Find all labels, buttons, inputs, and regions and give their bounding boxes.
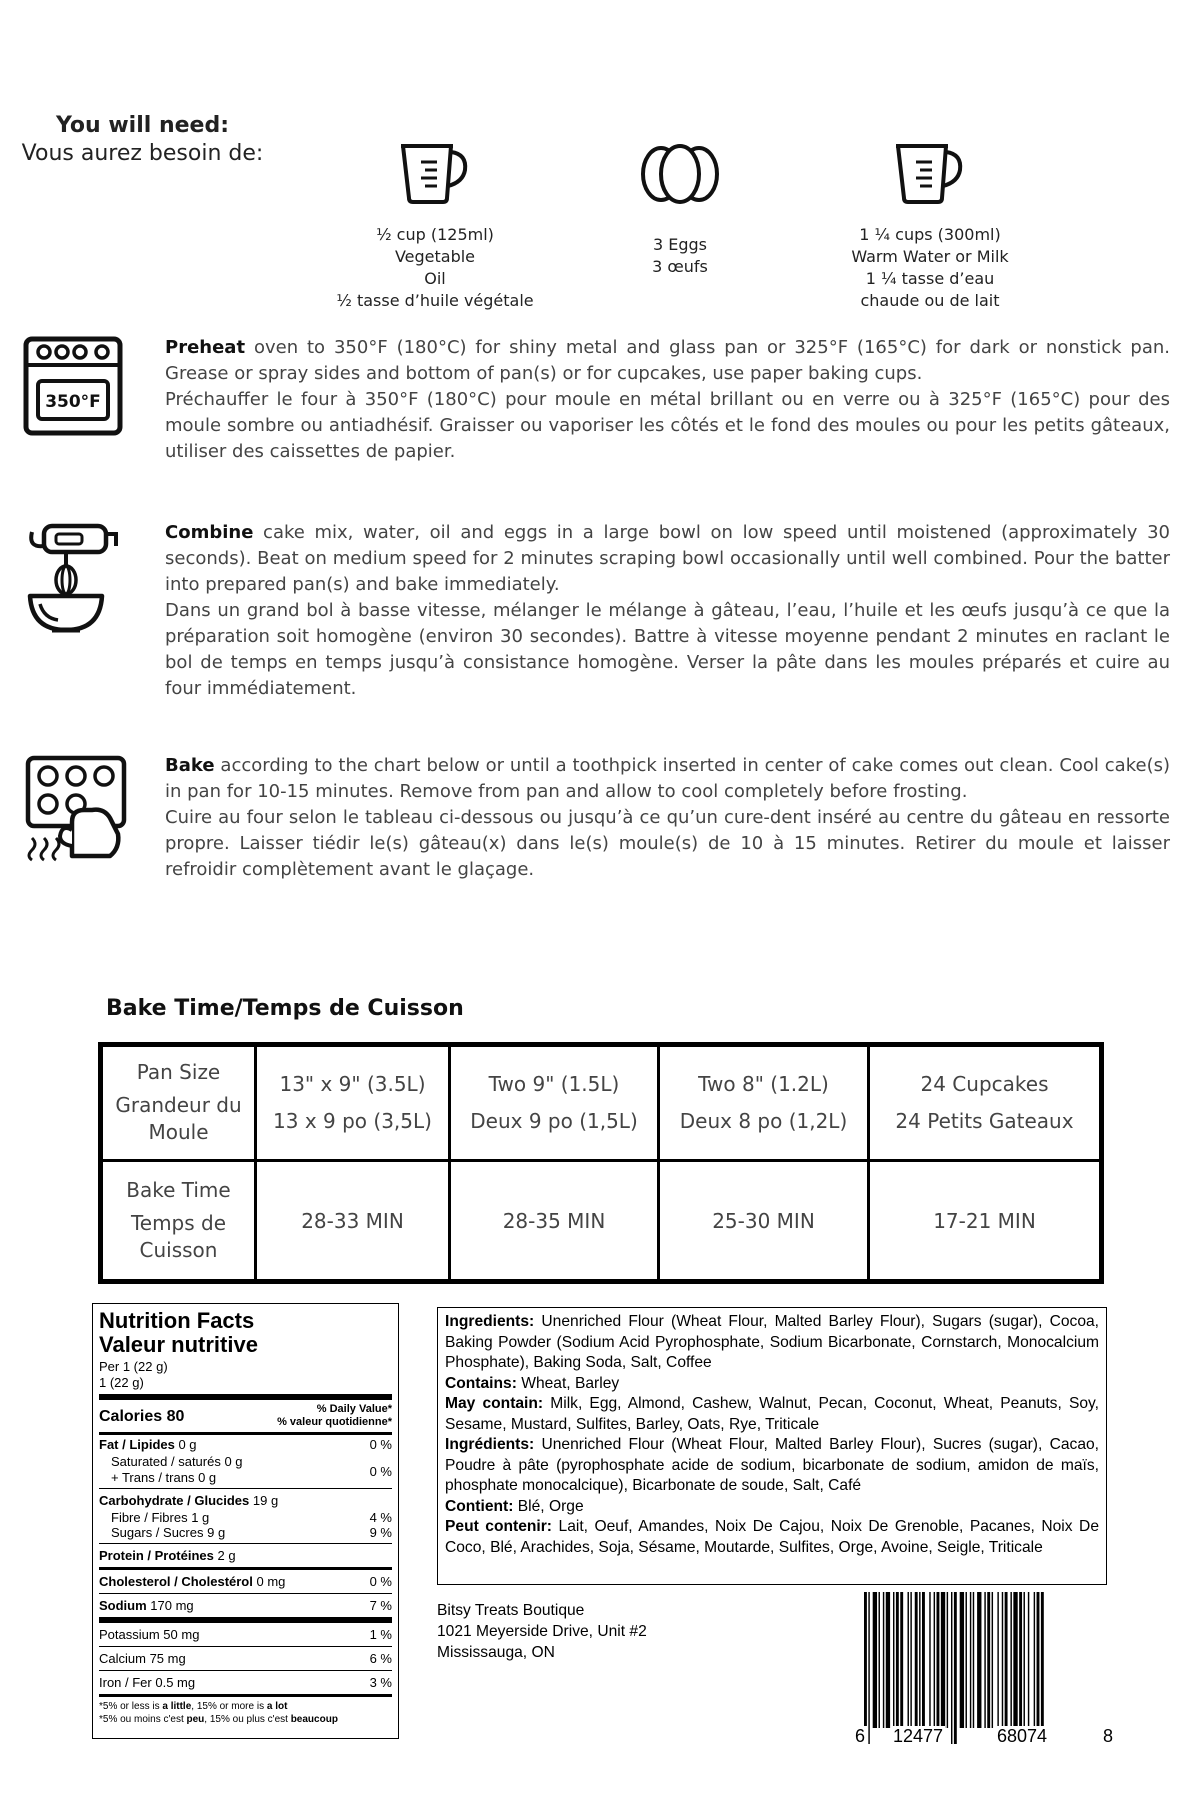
bake-time-title: Bake Time/Temps de Cuisson [106,996,464,1021]
bake-en: according to the chart below or until a toothpick inserted in center of cake comes out clean. Cool cake(s) in pan for 10-15 minutes. Remove from pan and allow to cool completely before frosting. [165,755,1170,802]
barcode-bar [1019,1592,1022,1728]
barcode-bar [919,1592,920,1728]
bake-time-cell: 25-30 MIN [659,1161,869,1282]
need-subtitle: Vous aurez besoin de: [21,141,264,166]
step-bake [165,753,1170,883]
barcode-bar [970,1592,971,1728]
preheat-fr: Préchauffer le four à 350°F (180°C) pour moule en métal brillant ou en verre ou à 325°F (165°C) pour des moule sombre ou antiadhésif. Graisser ou vaporiser les côtés et le fond des moules ou pour les petits gâteaux, utiliser des caissettes de papier. [165,389,1170,462]
bake-keyword: Bake [165,755,215,776]
barcode-bar [934,1592,935,1728]
barcode-bar [908,1592,909,1728]
oven-icon [22,335,124,437]
measuring-cup-icon [397,140,473,206]
barcode-bar [929,1592,930,1728]
pan-size-label: Pan Size Grandeur du Moule [101,1045,256,1161]
calories: Calories 80 [99,1407,185,1425]
barcode-bar [997,1592,998,1728]
sodium-row: Sodium 170 mg 7 % [99,1598,392,1613]
ingredient-water [830,140,1030,312]
company-name: Bitsy Treats Boutique [437,1602,585,1619]
eggs-icon [637,140,723,206]
barcode-digits-right: 68074 [997,1726,1048,1746]
fibre-row: Fibre / Fibres 1 g 4 % [111,1510,392,1525]
may-contain-en: May contain: Milk, Egg, Almond, Cashew, Walnut, Pecan, Coconut, Wheat, Peanuts, Soy, Sesame, Mustard, Sulfites, Barley, Oats, Rye, Triticale [445,1395,1099,1433]
company-address [437,1600,647,1663]
barcode-bar [883,1592,884,1728]
table-row [101,1045,1102,1161]
cholesterol-row: Cholesterol / Cholestérol 0 mg 0 % [99,1574,392,1589]
barcode-icon [850,1592,1120,1744]
barcode-bar [973,1592,974,1728]
barcode-bar [1013,1592,1017,1728]
barcode-bar [984,1592,985,1728]
combine-keyword: Combine [165,522,254,543]
combine-fr: Dans un grand bol à basse vitesse, mélanger le mélange à gâteau, l’eau, l’huile et les œufs jusqu’à ce que la préparation soit homogène (environ 30 secondes). Battre à vitesse moyenne pendant 2 minutes en raclant le bol de temps en temps jusqu’à consistance homogène. Verser la pâte dans les moules préparés et cuire au four immédiatement. [165,600,1170,699]
barcode-bar [1005,1592,1008,1728]
water-line-3: 1 ¼ tasse d’eau [865,269,995,288]
dv-footnote: *5% or less is a little, 15% or more is a lot *5% ou moins c'est peu, 15% ou plus c'est beaucoup [99,1701,338,1725]
bake-time-cell: 17-21 MIN [869,1161,1102,1282]
address-street: 1021 Meyerside Drive, Unit #2 [437,1623,647,1640]
iron-row: Iron / Fer 0.5 mg 3 % [99,1675,392,1690]
serving-size: Per 1 (22 g) [99,1359,168,1374]
need-title: You will need: [55,113,229,138]
preheat-en: oven to 350°F (180°C) for shiny metal and glass pan or 325°F (165°C) for dark or nonstick pan. Grease or spray sides and bottom of pan(s) or for cupcakes, use paper baking cups. [165,337,1170,384]
step-preheat [165,335,1170,465]
barcode-bar [937,1592,940,1728]
contains-en: Contains: Wheat, Barley [445,1374,620,1392]
ingredients-en: Ingredients: Unenriched Flour (Wheat Flour, Malted Barley Flour), Sugars (sugar), Cocoa, Baking Powder (Sodium Acid Pyrophosphate, Sodium Bicarbonate, Cornstarch, Monocalcium Phosphate), Baking Soda, Salt, Coffee [445,1313,1099,1371]
barcode-bar [896,1592,899,1728]
ingredient-oil [335,140,535,312]
barcode-bar [873,1592,877,1728]
contains-fr: Contient: Blé, Orge [445,1497,584,1515]
ingredients-panel [437,1307,1107,1585]
barcode-bar [879,1592,880,1728]
bake-fr: Cuire au four selon le tableau ci-dessous ou jusqu’à ce qu’un cure-dent inséré au centre du gâteau en ressorte propre. Laisser tiédir le(s) gâteau(x) dans le(s) moule(s) de 10 à 15 minutes. Retirer du moule et laisser refroidir complètement avant le glaçage. [165,807,1170,880]
pan-size-cell: 24 Cupcakes 24 Petits Gateaux [869,1045,1102,1161]
water-line-4: chaude ou de lait [860,291,1000,310]
address-city: Mississauga, ON [437,1644,555,1661]
oil-line-1: ½ cup (125ml) Vegetable [376,225,494,266]
barcode-bar [915,1592,918,1728]
barcode-bar [893,1592,894,1728]
barcode-digits-left: 12477 [893,1726,944,1746]
protein-row: Protein / Protéines 2 g [99,1548,236,1563]
barcode-bar [922,1592,925,1728]
barcode-bar [977,1592,981,1728]
barcode-digit-last: 8 [1103,1726,1114,1746]
you-will-need-heading [10,112,275,168]
barcode-bar [1041,1592,1044,1744]
barcode-bar [987,1592,990,1728]
barcode-bar [1010,1592,1011,1728]
dv-header-en: % Daily Value* [316,1403,392,1415]
barcode-bar [1034,1592,1035,1728]
serving-size-fr: 1 (22 g) [99,1375,144,1390]
oil-line-2: Oil [424,269,446,288]
bake-time-label: Bake Time Temps de Cuisson [101,1161,256,1282]
nutrition-facts-panel [92,1303,399,1739]
table-row [101,1161,1102,1282]
muffin-tray-icon [22,752,132,862]
barcode-bar [941,1592,945,1728]
preheat-keyword: Preheat [165,337,246,358]
ingredients-fr: Ingrédients: Unenriched Flour (Wheat Flour, Malted Barley Flour), Sucres (sugar), Cacao, Poudre à pâte (pyrophosphate acide de sodium, bicarbonate de sodium, amidon de maïs, phosphate monocalcique), Bicarbonate de soude, Salt, Café [445,1436,1099,1494]
pan-size-cell: Two 9" (1.5L) Deux 9 po (1,5L) [450,1045,659,1161]
barcode-bar [954,1592,957,1744]
barcode-digit-first: 6 [855,1726,866,1746]
sat-trans-dv: 0 % [369,1463,392,1479]
calcium-row: Calcium 75 mg 6 % [99,1651,392,1666]
oil-line-3: ½ tasse d’huile végétale [336,291,534,310]
barcode-bar [1037,1592,1040,1744]
ingredient-eggs [605,140,755,278]
water-line-1: 1 ¼ cups (300ml) [859,225,1001,244]
barcode-bar [960,1592,964,1728]
barcode-bar [864,1592,867,1744]
eggs-line-2: 3 œufs [652,257,708,276]
sugars-row: Sugars / Sucres 9 g 9 % [111,1525,392,1540]
pan-size-cell: 13" x 9" (3.5L) 13 x 9 po (3,5L) [256,1045,450,1161]
barcode-bar [1024,1592,1025,1728]
barcode-bar [910,1592,911,1728]
dv-header-fr: % valeur quotidienne* [277,1416,392,1428]
nutrition-title-en: Nutrition Facts [99,1308,255,1333]
bake-time-cell: 28-35 MIN [450,1161,659,1282]
saturated-row: Saturated / saturés 0 g [111,1454,243,1469]
oven-temp-label: 350°F [45,392,101,412]
potassium-row: Potassium 50 mg 1 % [99,1627,392,1642]
mixer-icon [22,520,122,638]
measuring-cup-icon [892,140,968,206]
barcode-bar [868,1592,869,1744]
barcode-bar [1028,1592,1029,1728]
barcode-bar [886,1592,890,1728]
bake-time-cell: 28-33 MIN [256,1161,450,1282]
water-line-2: Warm Water or Milk [851,247,1009,266]
may-contain-fr: Peut contenir: Lait, Oeuf, Amandes, Noix De Cajou, Noix De Grenoble, Pacanes, Noix De Coco, Blé, Arachides, Soja, Sésame, Moutarde, Sulfites, Orge, Avoine, Seigle, Triticale [445,1518,1099,1556]
eggs-line-1: 3 Eggs [652,235,708,254]
barcode-bar [900,1592,903,1728]
trans-row: + Trans / trans 0 g [111,1470,217,1485]
barcode-bar [951,1592,952,1744]
bake-time-table [98,1042,1104,1284]
step-combine [165,520,1170,702]
barcode-bar [966,1592,967,1728]
pan-size-cell: Two 8" (1.2L) Deux 8 po (1,2L) [659,1045,869,1161]
fat-row: Fat / Lipides 0 g 0 % [99,1437,392,1452]
barcode-bar [947,1592,948,1728]
barcode-bar [992,1592,993,1728]
nutrition-title-fr: Valeur nutritive [99,1332,258,1357]
barcode-bar [1002,1592,1003,1728]
carb-row: Carbohydrate / Glucides 19 g [99,1493,279,1508]
combine-en: cake mix, water, oil and eggs in a large bowl on low speed until moistened (approximately 30 seconds). Beat on medium speed for 2 minutes scraping bowl occasionally until well combined. Pour the batter into prepared pan(s) and bake immediately. [165,522,1170,595]
